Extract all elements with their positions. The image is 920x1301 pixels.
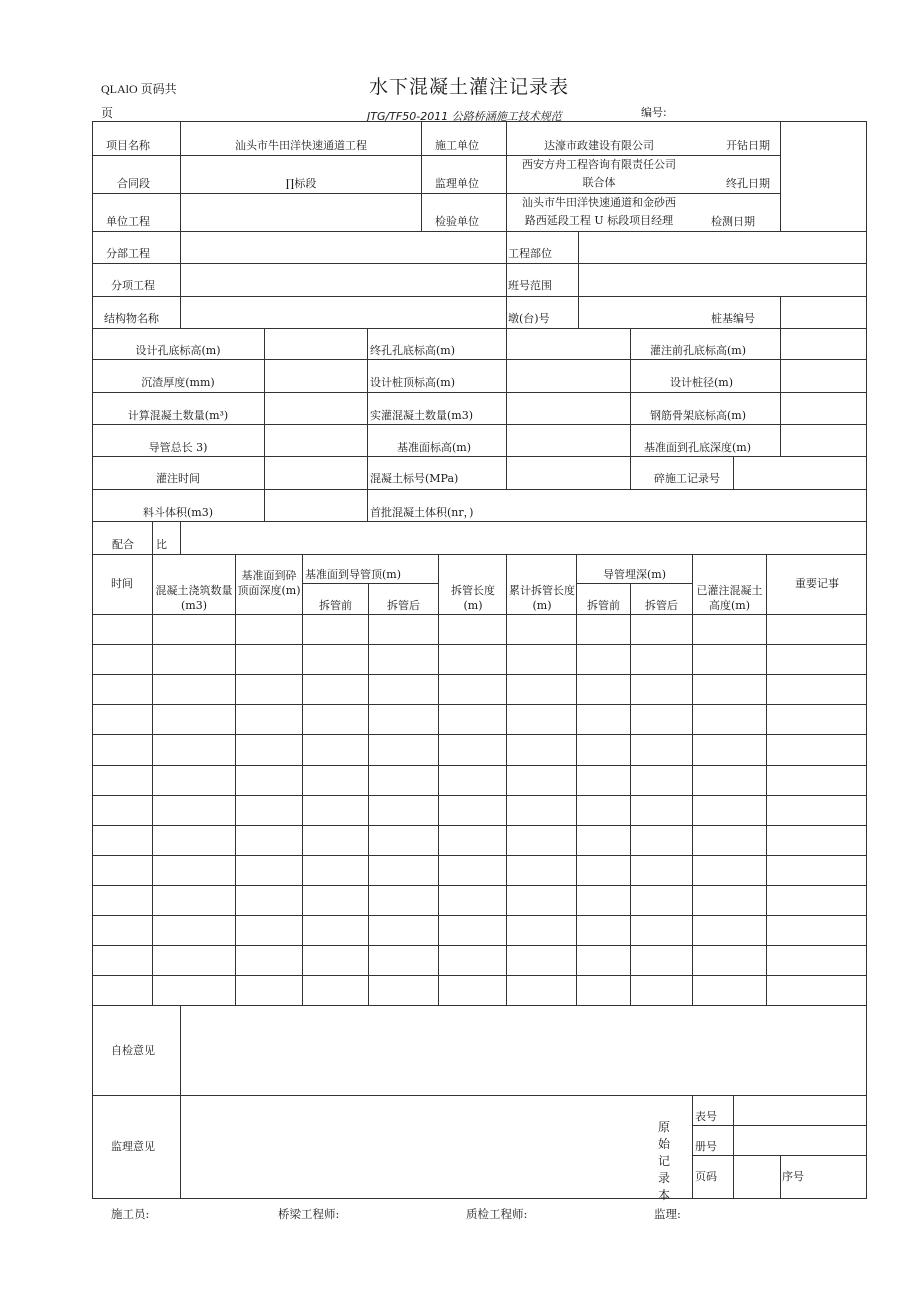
calc-volume-label: 计算混凝土数量(m³) [127,409,229,422]
supervision-unit-label: 监理单位 [435,177,479,190]
datum-depth-label: 基准面到孔底深度(m) [644,441,752,454]
shift-range-label: 班号范围 [508,279,552,292]
page-title: 水下混凝土灌注记录表 [368,76,569,98]
footer-worker: 施工员: [111,1207,150,1221]
division-project-label: 分部工程 [106,247,150,260]
ratio-label: 比 [156,538,167,551]
design-diameter-label: 设计桩径(m) [670,376,734,389]
col-tube-embed-depth: 导管埋深(m) [602,568,666,581]
project-name-value: 汕头市牛田洋快速通道工程 [235,139,367,152]
inspection-unit-label: 检验单位 [435,215,479,228]
book-number-label: 册号 [695,1140,717,1153]
inspection-unit-line1: 汕头市牛田洋快速通道和金砂西 [522,196,676,209]
hopper-volume-label: 料斗体积(m3) [142,506,213,519]
datum-elev-label: 基准面标高(m) [397,441,472,454]
col-removed-length: 拆管长度(m) [451,584,495,612]
page-number-label: 页码 [695,1170,717,1183]
structure-name-label: 结构物名称 [104,312,159,325]
footer-qc-engineer: 质检工程师: [466,1207,528,1221]
col-datum-to-tube: 基准面到导管顶(m) [305,568,402,581]
contract-section-label: 合同段 [117,177,150,190]
form-number-label: 编号: [641,106,667,119]
sequence-number-label: 序号 [782,1170,804,1183]
pier-number-label: 墩(台)号 [508,312,550,325]
header-page-suffix: 页 [101,106,114,120]
final-bottom-elev-label: 终孔孔底标高(m) [370,344,456,357]
project-name-label: 项目名称 [106,139,150,152]
col-depth-after-removal: 拆管后 [645,599,678,612]
hole-end-date-label: 终孔日期 [726,177,770,190]
pile-number-label: 桩基编号 [711,312,755,325]
standard-reference: JTG/TF50-2011 公路桥涵施工技术规范 [367,110,562,123]
col-cumulative-removed: 累计拆管长度(m) [509,584,575,612]
inspection-unit-line2: 路西延段工程 U 标段项目经理 [524,214,674,227]
project-location-label: 工程部位 [508,247,552,260]
tube-total-length-label: 导管总长 3) [148,441,208,454]
construction-unit-label: 施工单位 [435,139,479,152]
col-pour-quantity: 混凝土浇筑数量(m3) [155,584,233,612]
self-check-opinion-label: 自检意见 [111,1044,155,1057]
col-depth-before-removal: 拆管前 [587,599,620,612]
footer-bridge-engineer: 桥梁工程师: [278,1207,340,1221]
form-border [93,122,867,1199]
col-tube-after-removal: 拆管后 [387,599,420,612]
supervision-unit-line2: 联合体 [582,176,616,189]
header-page-count: QLAlO 页码共 [101,82,177,96]
col-important-notes: 重要记事 [795,577,839,590]
footer-supervisor: 监理: [654,1207,681,1221]
design-top-elev-label: 设计桩顶标高(m) [370,376,456,389]
supervision-opinion-label: 监理意见 [111,1140,155,1153]
drill-start-date-label: 开钻日期 [726,139,770,152]
subitem-project-label: 分项工程 [111,279,155,292]
supervision-unit-line1: 西安方舟工程咨询有限责任公司 [522,158,676,171]
unit-project-label: 单位工程 [106,215,150,228]
construction-unit-value: 达濠市政建设有限公司 [544,139,654,152]
col-tube-before-removal: 拆管前 [319,599,352,612]
concrete-grade-label: 混凝土标号(MPa) [370,472,459,485]
design-bottom-elev-label: 设计孔底标高(m) [135,344,221,357]
table-number-label: 表号 [695,1110,717,1123]
contract-section-value: ∏标段 [285,177,317,190]
col-time: 时间 [111,577,133,590]
cage-bottom-elev-label: 钢筋骨架底标高(m) [650,409,747,422]
construction-record-label: 碎施工记录号 [654,472,720,485]
actual-volume-label: 实灌混凝土数量(m3) [370,409,474,422]
detect-date-label: 检测日期 [711,215,755,228]
pour-time-label: 灌注时间 [156,472,200,485]
first-batch-volume-label: 首批混凝土体积(nr，) [370,506,474,519]
col-poured-height: 已灌注混凝土高度(m) [696,584,763,612]
col-datum-to-top: 基准面到砕顶面深度(m) [237,569,301,597]
sediment-thickness-label: 沉渣厚度(mm) [141,376,215,389]
mix-label: 配合 [112,538,134,551]
pre-pour-bottom-elev-label: 灌注前孔底标高(m) [650,344,747,357]
original-record-label: 原始记录本 [657,1120,670,1202]
